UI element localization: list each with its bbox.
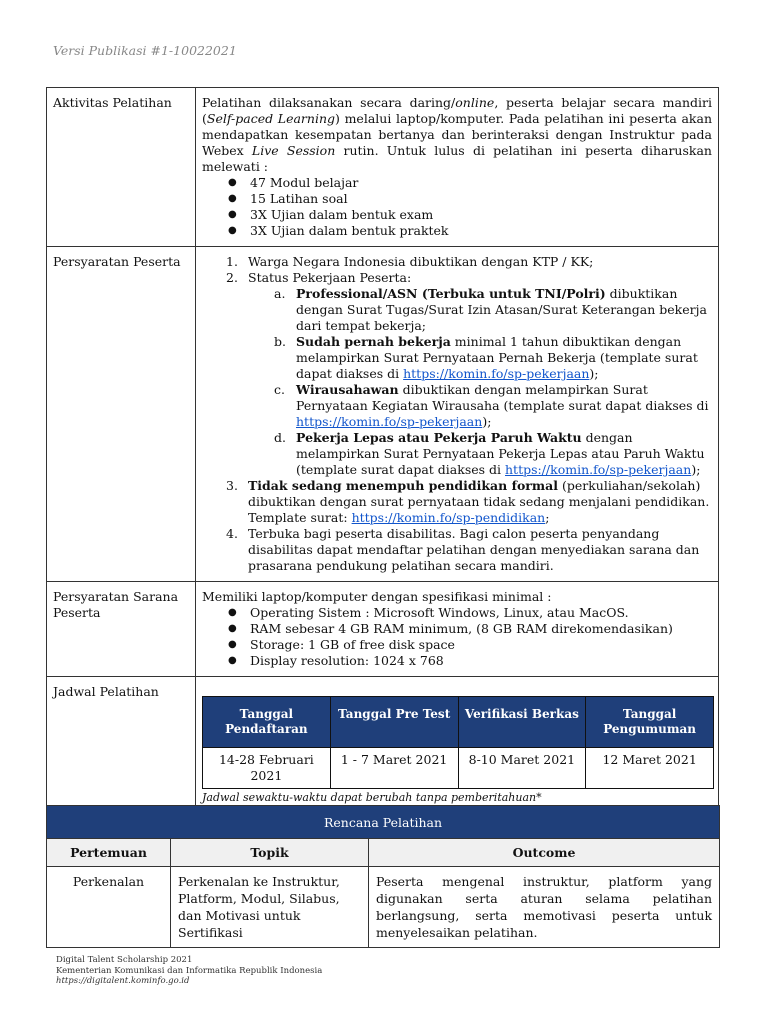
- sub-item-text: dibuktikan dengan melampirkan Surat Pernyataan Kegiatan Wirausaha (template surat dapat diakses di: [296, 382, 709, 413]
- schedule-header: Tanggal Pendaftaran: [203, 697, 331, 748]
- sub-item-bold: Wirausahawan: [296, 382, 399, 397]
- schedule-value: 14-28 Februari 2021: [203, 748, 331, 789]
- row-sarana: [47, 582, 719, 677]
- aktivitas-em-2: Self-paced Learning: [206, 111, 336, 126]
- sub-item-text: dengan melampirkan Surat Pernyataan Pekerja Lepas atau Paruh Waktu (template surat dapat diakses di: [296, 430, 705, 477]
- row-jadwal: [47, 677, 719, 812]
- list-item: ● 3X Ujian dalam bentuk praktek: [250, 223, 712, 239]
- footer-line2: Kementerian Komunikasi dan Informatika Republik Indonesia: [56, 965, 323, 976]
- training-plan-table: [46, 805, 720, 948]
- cell-jadwal: [196, 677, 719, 812]
- label-sarana: Persyaratan Sarana Peserta: [47, 582, 196, 677]
- list-item: ● Operating Sistem : Microsoft Windows, Linux, atau MacOS.: [250, 605, 712, 621]
- row-aktivitas: [47, 88, 719, 247]
- aktivitas-em-3: Live Session: [251, 143, 336, 158]
- aktivitas-text-4: rutin. Untuk lulus di pelatihan ini peserta diharuskan melewati :: [202, 143, 712, 174]
- label-aktivitas: Aktivitas Pelatihan: [47, 88, 196, 247]
- plan-header-row: [47, 839, 720, 867]
- label-jadwal: Jadwal Pelatihan: [47, 677, 196, 812]
- persyaratan-list: [202, 254, 712, 574]
- schedule-header: Tanggal Pengumuman: [586, 697, 714, 748]
- item-text: Status Pekerjaan Peserta:: [248, 270, 412, 285]
- list-item: ● Storage: 1 GB of free disk space: [250, 637, 712, 653]
- sub-item-bold: Sudah pernah bekerja: [296, 334, 451, 349]
- item-number: 1.: [226, 254, 238, 269]
- schedule-header-row: [203, 697, 714, 748]
- sub-item-end: );: [482, 414, 492, 429]
- aktivitas-description: [202, 95, 712, 175]
- footer-line1: Digital Talent Scholarship 2021: [56, 955, 193, 965]
- list-item: [226, 254, 712, 270]
- item-number: 4.: [226, 526, 238, 541]
- cell-aktivitas: [196, 88, 719, 247]
- sarana-list: [202, 605, 712, 669]
- sub-item-end: );: [589, 366, 599, 381]
- template-link[interactable]: https://komin.fo/sp-pekerjaan: [403, 366, 590, 381]
- item-bold: Tidak sedang menempuh pendidikan formal: [248, 478, 558, 493]
- aktivitas-em-1: online: [455, 95, 495, 110]
- plan-title-row: [47, 806, 720, 839]
- row-persyaratan: [47, 247, 719, 582]
- plan-header: Outcome: [369, 839, 720, 867]
- plan-header: Topik: [171, 839, 369, 867]
- schedule-note: Jadwal sewaktu-waktu dapat berubah tanpa pemberitahuan*: [202, 791, 542, 804]
- cell-sarana: [196, 582, 719, 677]
- sub-item-text: dibuktikan dengan Surat Tugas/Surat Izin Atasan/Surat Keterangan bekerja dari tempat bekerja;: [296, 286, 707, 333]
- item-text: Terbuka bagi peserta disabilitas. Bagi calon peserta penyandang disabilitas dapat mendaftar pelatihan dengan menyediakan sarana dan prasarana pendukung pelatihan secara mandiri.: [248, 526, 700, 573]
- schedule-header: Verifikasi Berkas: [458, 697, 586, 748]
- plan-topik: Perkenalan ke Instruktur, Platform, Modul, Silabus, dan Motivasi untuk Sertifikasi: [171, 867, 369, 948]
- sub-item-letter: d.: [274, 430, 286, 445]
- schedule-header: Tanggal Pre Test: [330, 697, 458, 748]
- list-item: [226, 526, 712, 574]
- cell-persyaratan: [196, 247, 719, 582]
- schedule-value: 12 Maret 2021: [586, 748, 714, 789]
- list-item: ● Display resolution: 1024 x 768: [250, 653, 712, 669]
- sub-item: [274, 382, 712, 430]
- list-item: ● 15 Latihan soal: [250, 191, 712, 207]
- training-info-table: [46, 87, 719, 812]
- aktivitas-list: [202, 175, 712, 239]
- footer-url: https://digitalent.kominfo.go.id: [56, 976, 190, 986]
- sub-item: [274, 430, 712, 478]
- schedule-value: 1 - 7 Maret 2021: [330, 748, 458, 789]
- schedule-table: [202, 696, 714, 789]
- sub-item-text: minimal 1 tahun dibuktikan dengan melampirkan Surat Pernyataan Pernah Bekerja (template surat dapat diakses di: [296, 334, 698, 381]
- sub-item-letter: a.: [274, 286, 286, 301]
- list-item: ● RAM sebesar 4 GB RAM minimum, (8 GB RAM direkomendasikan): [250, 621, 712, 637]
- label-persyaratan: Persyaratan Peserta: [47, 247, 196, 582]
- sub-item-letter: c.: [274, 382, 285, 397]
- item-number: 2.: [226, 270, 238, 285]
- item-text: (perkuliahan/sekolah) dibuktikan dengan surat pernyataan tidak sedang menjalani pendidikan. Template surat:: [248, 478, 710, 525]
- aktivitas-text-1: Pelatihan dilaksanakan secara daring/: [202, 95, 456, 110]
- schedule-value-row: [203, 748, 714, 789]
- version-label: Versi Publikasi #1-10022021: [53, 43, 237, 58]
- sub-item-bold: Pekerja Lepas atau Pekerja Paruh Waktu: [296, 430, 582, 445]
- sub-item: [274, 334, 712, 382]
- list-item: ● 47 Modul belajar: [250, 175, 712, 191]
- aktivitas-text-2: , peserta belajar secara mandiri (: [202, 95, 712, 126]
- table-row: [47, 867, 720, 948]
- sarana-intro: Memiliki laptop/komputer dengan spesifikasi minimal :: [202, 589, 552, 604]
- item-end: ;: [545, 510, 550, 525]
- list-item: [226, 478, 712, 526]
- list-item: ● 3X Ujian dalam bentuk exam: [250, 207, 712, 223]
- template-link[interactable]: https://komin.fo/sp-pekerjaan: [505, 462, 692, 477]
- sub-item-letter: b.: [274, 334, 286, 349]
- status-sublist: [248, 286, 712, 478]
- plan-pertemuan: Perkenalan: [47, 867, 171, 948]
- sub-item-bold: Professional/ASN (Terbuka untuk TNI/Polri): [296, 286, 606, 301]
- item-text: Warga Negara Indonesia dibuktikan dengan KTP / KK;: [248, 254, 594, 269]
- sub-item: [274, 286, 712, 334]
- sub-item-end: );: [691, 462, 701, 477]
- plan-outcome: Peserta mengenal instruktur, platform yang digunakan serta aturan selama pelatihan berlangsung, serta memotivasi peserta untuk menyelesaikan pelatihan.: [369, 867, 720, 948]
- plan-header: Pertemuan: [47, 839, 171, 867]
- schedule-value: 8-10 Maret 2021: [458, 748, 586, 789]
- template-link[interactable]: https://komin.fo/sp-pendidikan: [351, 510, 546, 525]
- item-number: 3.: [226, 478, 238, 493]
- list-item: [226, 270, 712, 478]
- footer: [56, 955, 322, 987]
- template-link[interactable]: https://komin.fo/sp-pekerjaan: [296, 414, 483, 429]
- aktivitas-text-3: ) melalui laptop/komputer. Pada pelatihan ini peserta akan mendapatkan kesempatan bertanya dan berinteraksi dengan Instruktur pada Webex: [202, 111, 712, 158]
- plan-title: Rencana Pelatihan: [47, 806, 720, 839]
